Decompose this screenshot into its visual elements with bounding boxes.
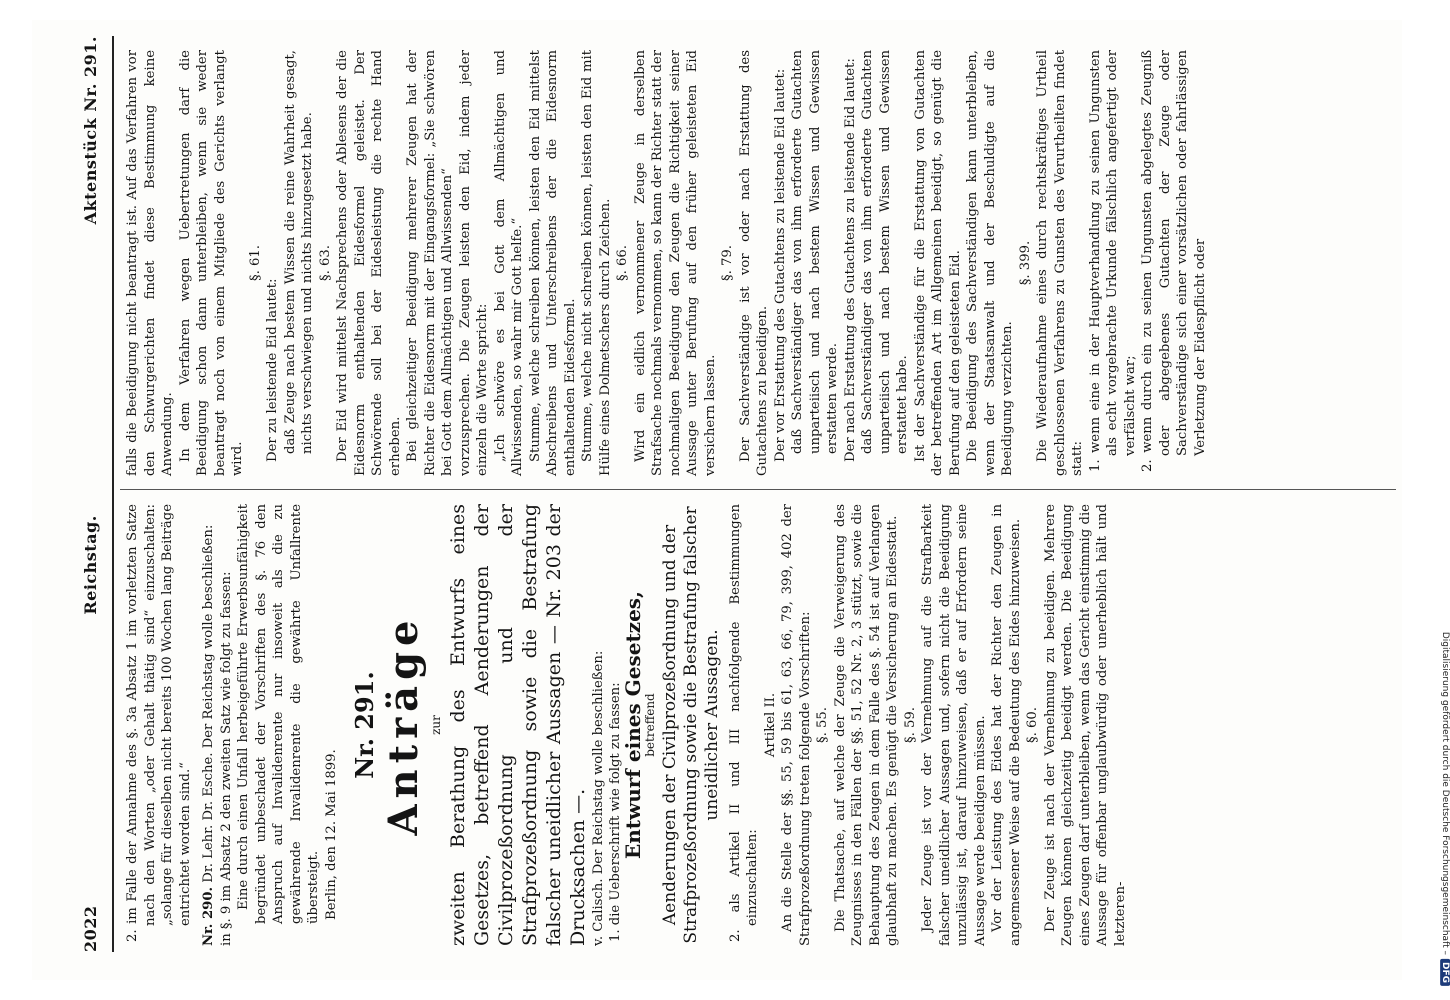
section-79-text-4: Der nach Erstattung des Gutachtens zu leistende Eid lautet:: [842, 58, 858, 462]
left-column: [124, 504, 1394, 946]
section-79-text-7: Die Beeidigung des Sachverständigen kann unterbleiben, wenn der Staatsanwalt und der Beschuldigte auf die Beeidigung verzichten.: [965, 50, 1015, 476]
right-column: [124, 50, 1394, 476]
section-63-text-5: Stumme, welche schreiben können, leisten den Eid mittelst Abschreibens und Unterschreibens der die Eidesnorm enthaltenden Eidesformel.: [527, 50, 578, 476]
section-399-item-1: 1. wenn eine in der Hauptverhandlung zu seinen Ungunsten als echt vorgebrachte Urkunde fälschlich angefertigt oder verfälscht war;: [1087, 50, 1138, 472]
document-title: zweiten Berathung des Entwurfs eines Gesetzes, betreffend Aenderungen der Civilprozeßordnung und der Strafprozeßordnung sowie die Bestrafung falscher uneidlicher Aussagen — Nr. 203 der Drucksachen —.: [446, 504, 589, 946]
section-79-text-1: Der Sachverständige ist vor oder nach Erstattung des Gutachtens zu beeidigen.: [737, 50, 770, 476]
item-2: 2. im Falle der Annahme des §. 3a Absatz 1 im vorletzten Satze nach den Worten „oder Gehalt thätig sind“ einzuschalten: „solange für dieselben nicht bereits 100 Wochen lang Beiträge entrichtet worden sind.“: [125, 504, 193, 942]
section-61-intro: Der zu leistende Eid lautet:: [265, 278, 280, 462]
section-59-text-1: Jeder Zeuge ist vor der Vernehmung auf die Strafbarkeit falscher uneidlicher Aussagen und, sofern nicht die Beeidigung unzulässig ist, darauf hinzuweisen, daß er auf Erfordern seine Aussage werde beeidigen müssen.: [920, 504, 988, 946]
calisch-motion: v. Calisch. Der Reichstag wolle beschließen:: [590, 650, 606, 946]
header-rule: [112, 36, 114, 952]
section-79-text-2: Der vor Erstattung des Gutachtens zu leistende Eid lautet:: [772, 68, 788, 462]
page-number: 2022: [80, 905, 100, 952]
section-66-heading: §. 66.: [615, 245, 630, 281]
section-63-text-2: Bei gleichzeitiger Beeidigung mehrerer Zeugen hat der Richter die Eidesnorm mit der Eingangsformel: „Sie schwören bei Gott dem Allmächtigen und Allwissenden“: [405, 50, 455, 476]
section-55-heading: §. 55.: [815, 707, 830, 743]
entwurf-heading: Entwurf eines Gesetzes,: [620, 590, 645, 860]
section-9-text: Eine durch einen Unfall herbeigeführte Erwerbsunfähigkeit begründet unbeschadet der Vorschriften des §. 76 den Anspruch auf Invalidenrente nur insoweit als die zu gewährende Invalidenrente die gewährte Unfallrente übersteigt.: [236, 504, 321, 924]
section-399-heading: §. 399.: [1017, 240, 1033, 286]
section-63-text-1: Der Eid wird mittelst Nachsprechens oder Ablesens der die Eidesnorm enthaltenden Eidesformel geleistet. Der Schwörende soll bei der Eidesleistung die rechte Hand erheben.: [335, 50, 403, 476]
section-55-text: Die Thatsache, auf welche der Zeuge die Verweigerung des Zeugnisses in den Fällen der §§. 51, 52 Nr. 2, 3 stützt, sowie die Behauptung des Zeugen in dem Falle des §. 54 ist auf Verlangen glaubhaft zu machen. Es genügt die Versicherung an Eidesstatt.: [832, 504, 900, 946]
section-399-text: Die Wiederaufnahme eines durch rechtskräftiges Urtheil geschlossenen Verfahrens zu Gunsten des Verurtheilten findet statt:: [1035, 50, 1085, 476]
motion-290: [200, 504, 218, 946]
section-63-text-3: vorzusprechen. Die Zeugen leisten den Eid, indem jeder einzeln die Worte spricht:: [457, 50, 490, 476]
section-61-heading: §. 61.: [247, 245, 263, 281]
document-page: [32, 20, 1402, 980]
dfg-stamp-text: Digitalisierung gefördert durch die Deutsche Forschungsgemeinschaft –: [1440, 631, 1450, 955]
dfg-stamp: [1440, 632, 1450, 986]
section-63-text-6: Stumme, welche nicht schreiben können, leisten den Eid mit Hülfe eines Dolmetschers durch Zeichen.: [580, 50, 613, 476]
section-9: in §. 9 im Absatz 2 den zweiten Satz wie folgt zu fassen:: [218, 571, 234, 946]
section-79-text-3: daß Sachverständiger das von ihm erforderte Gutachten unparteiisch und nach bestem Wissen und Gewissen erstatten werde.: [790, 50, 840, 454]
header-aktenstueck: Aktenstück Nr. 291.: [80, 36, 100, 225]
signature-date: Berlin, den 12. Mai 1899.: [323, 749, 339, 920]
section-61-text: daß Zeuge nach bestem Wissen die reine Wahrheit gesagt, nichts verschwiegen und nichts hinzugesetzt habe.: [282, 50, 315, 454]
section-79-heading: §. 79.: [720, 245, 735, 281]
section-59-text-2: Vor der Leistung des Eides hat der Richter den Zeugen in angemessener Weise auf die Bedeutung des Eides hinzuweisen.: [990, 504, 1023, 946]
section-63-text-4: „Ich schwöre es bei Gott dem Allmächtigen und Allwissenden, so wahr mir Gott helfe.“: [492, 50, 525, 476]
dfg-logo: DFG: [1440, 959, 1450, 986]
section-399-item-2: 2. wenn durch ein zu seinen Ungunsten abgelegtes Zeugniß oder abgegebenes Gutachten der Zeuge oder Sachverständige sich einer vorsätzlichen oder fahrlässigen Verletzung der Eidespflicht oder: [1140, 50, 1208, 472]
zur-label: zur: [429, 715, 443, 735]
section-59-heading: §. 59.: [902, 707, 918, 743]
nr-290-text: Dr. Lehr. Dr. Esche. Der Reichstag wolle beschließen:: [201, 524, 216, 883]
calisch-item-2: 2. als Artikel II und III nachfolgende Bestimmungen einzuschalten:: [727, 504, 760, 942]
page-header: [72, 36, 108, 952]
calisch-item-1: 1. die Ueberschrift wie folgt zu fassen:: [608, 682, 623, 942]
nr-291-heading: Nr. 291.: [350, 671, 379, 779]
betreffend-label: betreffend: [643, 693, 657, 757]
section-63-heading: §. 63.: [317, 245, 333, 281]
header-reichstag: Reichstag.: [80, 515, 100, 615]
section-79-text-5: daß Sachverständiger das von ihm erforderte Gutachten unparteiisch und nach bestem Wissen und Gewissen erstattet habe.: [860, 50, 910, 454]
artikel-text: An die Stelle der §§. 55, 59 bis 61, 63, 66, 79, 399, 402 der Strafprozeßordnung treten folgende Vorschriften:: [780, 504, 813, 946]
section-60-heading: §. 60.: [1025, 707, 1040, 743]
entwurf-subtitle: Aenderungen der Civilprozeßordnung und der Strafprozeßordnung sowie die Bestrafung falscher uneidlicher Aussagen.: [659, 506, 722, 944]
artikel-heading: Artikel II.: [762, 692, 778, 758]
nr-290-label: Nr. 290.: [201, 886, 216, 946]
section-79-text-6: Ist der Sachverständige für die Erstattung von Gutachten der betreffenden Art im Allgemeinen beeidigt, so genügt die Berufung auf den geleisteten Eid.: [912, 50, 963, 476]
column-divider: [120, 489, 1396, 490]
section-60-text: Der Zeuge ist nach der Vernehmung zu beeidigen. Mehrere Zeugen können gleichzeitig beeidigt werden. Die Beeidigung eines Zeugen darf unterbleiben, wenn das Gericht einstimmig die Aussage für offenbar unglaubwürdig oder unerheblich hält und letzteren-: [1042, 504, 1128, 946]
section-66-text: Wird ein eidlich vernommener Zeuge in derselben Strafsache nochmals vernommen, so kann der Richter statt der nochmaligen Beeidigung den Zeugen die Richtigkeit seiner Aussage unter Berufung auf den früher geleisteten Eid versichern lassen.: [632, 50, 718, 476]
right-text-1: falls die Beeidigung nicht beantragt ist. Auf das Verfahren vor den Schwurgerichten findet diese Bestimmung keine Anwendung.: [125, 50, 175, 476]
antraege-heading: Anträge: [380, 614, 427, 836]
right-text-2: In dem Verfahren wegen Uebertretungen darf die Beeidigung schon dann unterbleiben, wenn sie weder beantragt noch von einem Mitgliede des Gerichts verlangt wird.: [177, 50, 245, 476]
